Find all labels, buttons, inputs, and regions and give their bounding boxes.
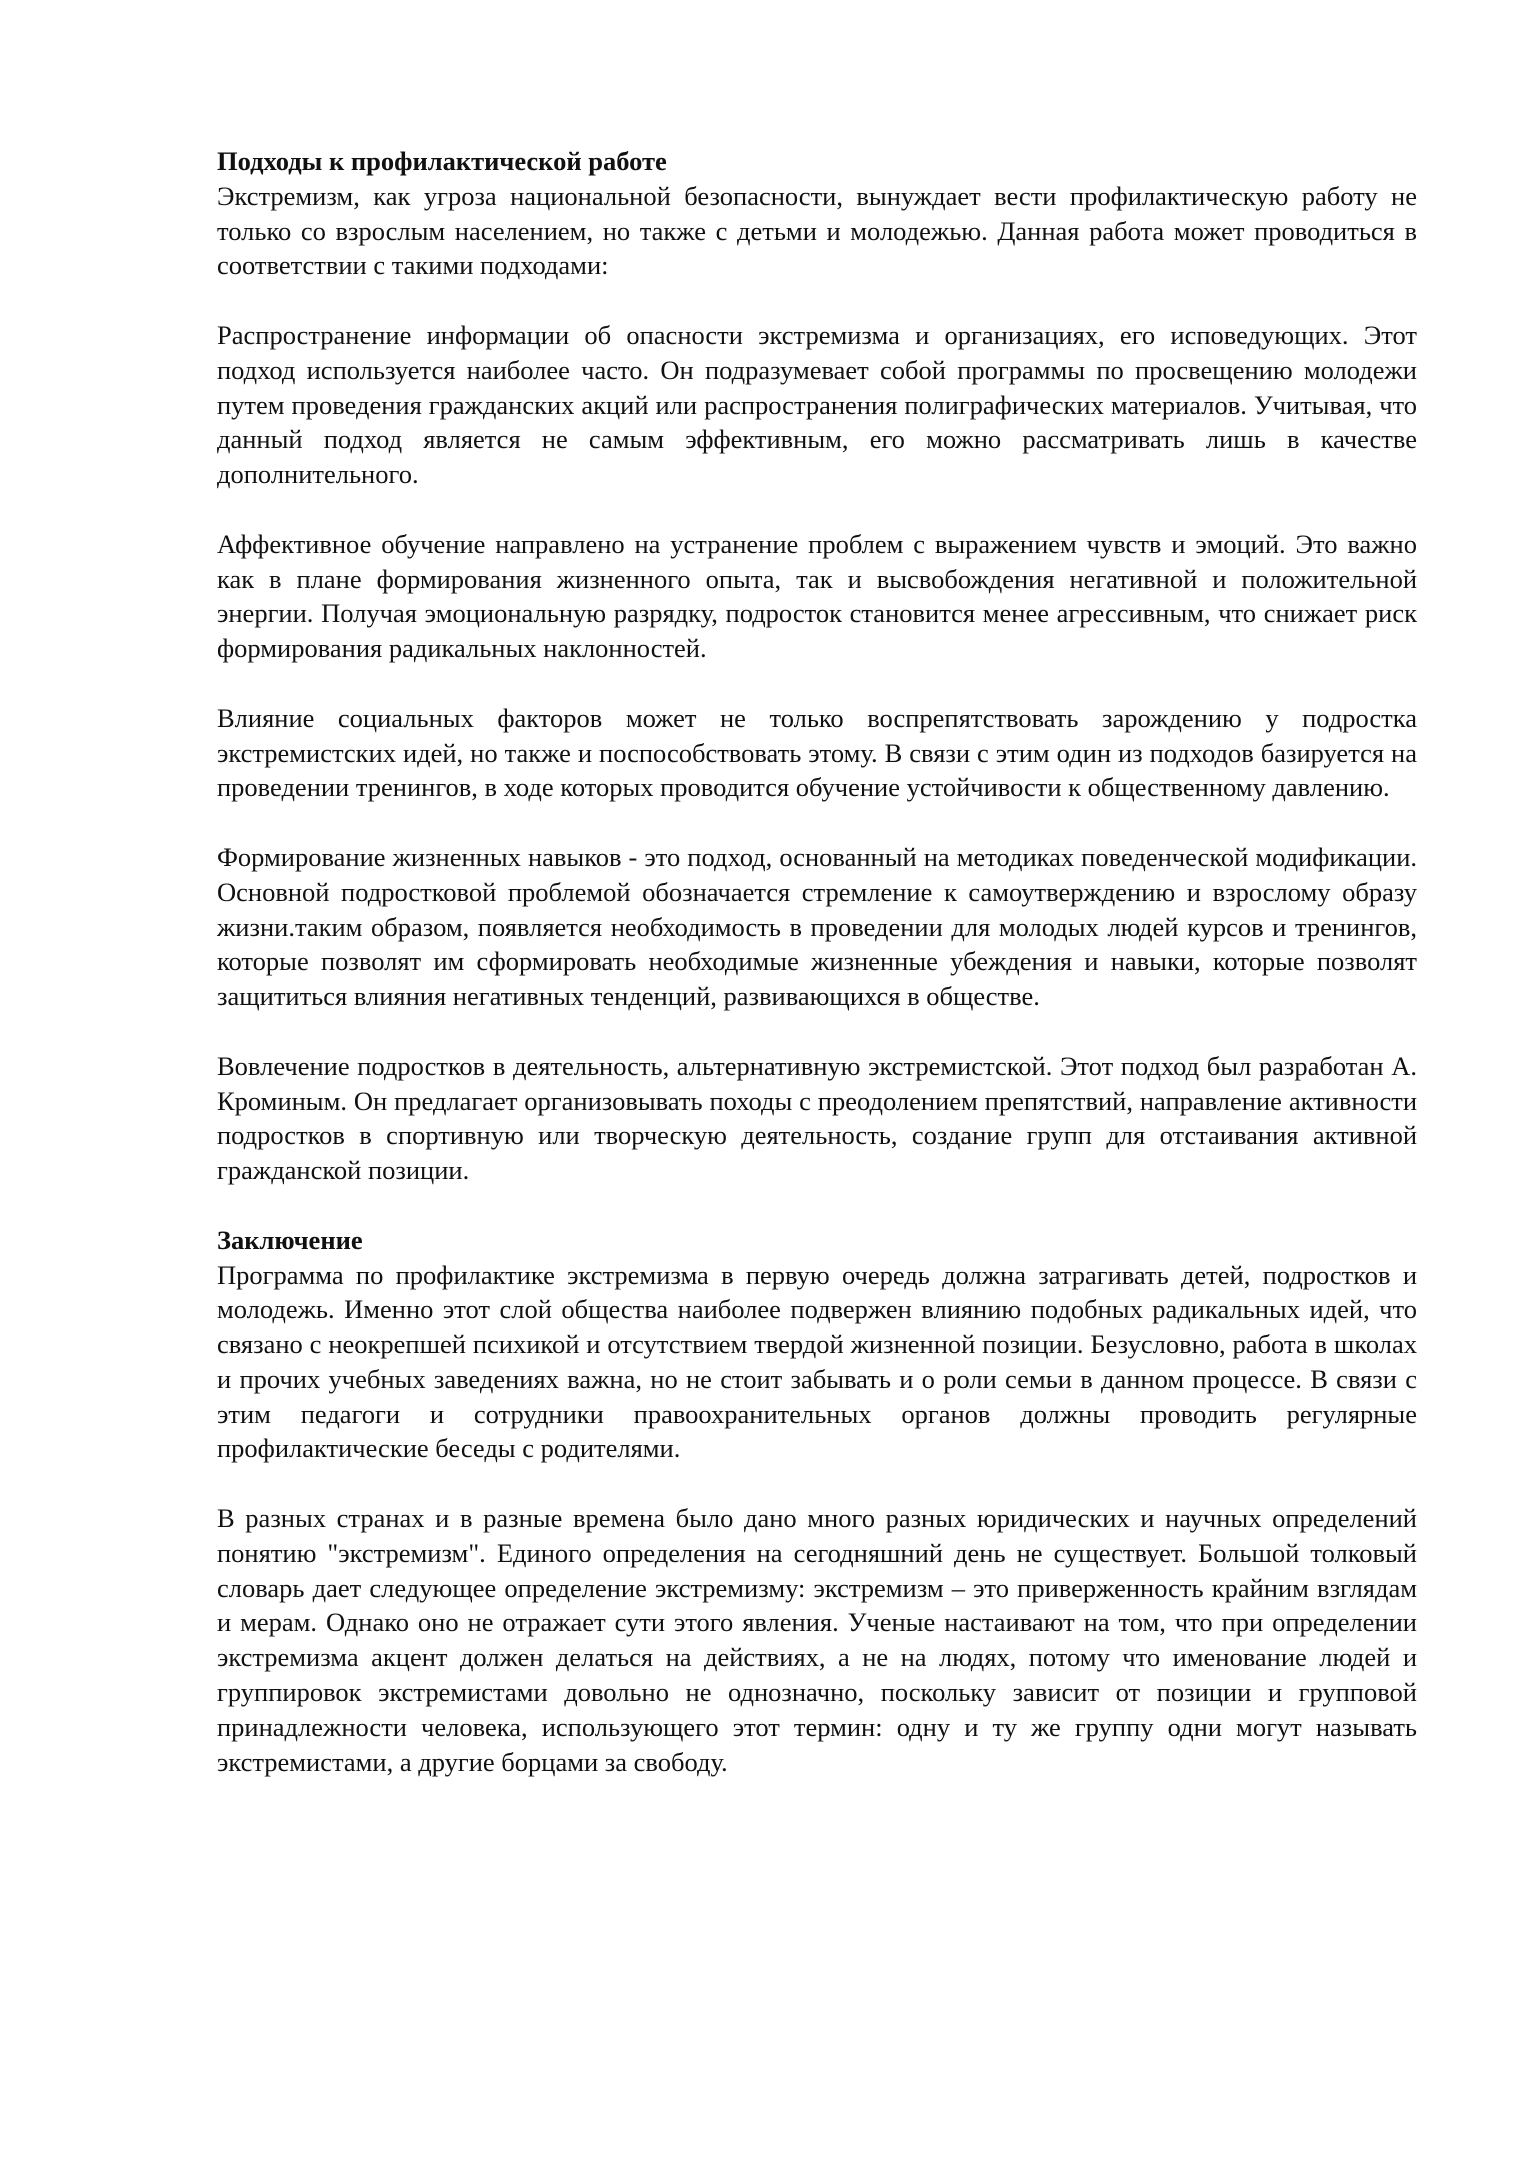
- section-heading: Подходы к профилактической работе: [217, 146, 667, 176]
- section-conclusion: [217, 1223, 1417, 1780]
- section-prevention-approaches: [217, 144, 1417, 1188]
- paragraph-affective-learning: Аффективное обучение направлено на устранение проблем с выражением чувств и эмоций. Это важно как в плане формирования жизненного опыта, так и высвобождения негативной и положительной энергии. Получая эмоциональную разрядку, подросток становится менее агрессивным, что снижает риск формирования радикальных наклонностей.: [217, 528, 1417, 664]
- paragraph-alternative-activity: Вовлечение подростков в деятельность, альтернативную экстремистской. Этот подход был разработан А. Кроминым. Он предлагает организовывать походы с преодолением препятствий, направление активности подростков в спортивную или творческую деятельность, создание групп для отстаивания активной гражданской позиции.: [217, 1050, 1417, 1186]
- paragraph-social-factors: Влияние социальных факторов может не только воспрепятствовать зарождению у подростка экстремистских идей, но также и поспособствовать этому. В связи с этим один из подходов базируется на проведении тренингов, в ходе которых проводится обучение устойчивости к общественному давлению.: [217, 702, 1417, 803]
- paragraph-life-skills: Формирование жизненных навыков - это подход, основанный на методиках поведенческой модификации. Основной подростковой проблемой обозначается стремление к самоутверждению и взрослому образу жизни.таким образом, появляется необходимость в проведении для молодых людей курсов и тренингов, которые позволят им сформировать необходимые жизненные убеждения и навыки, которые позволят защититься влияния негативных тенденций, развивающихся в обществе.: [217, 841, 1417, 1012]
- paragraph-conclusion-definition: В разных странах и в разные времена было дано много разных юридических и научных определений понятию "экстремизм". Единого определения на сегодняшний день не существует. Большой толковый словарь дает следующее определение экстремизму: экстремизм – это приверженность крайним взглядам и мерам. Однако оно не отражает сути этого явления. Ученые настаивают на том, что при определении экстремизма акцент должен делаться на действиях, а не на людях, потому что именование людей и группировок экстремистами довольно не однозначно, поскольку зависит от позиции и групповой принадлежности человека, использующего этот термин: одну и ту же группу одни могут называть экстремистами, а другие борцами за свободу.: [217, 1503, 1417, 1777]
- paragraph-intro: Экстремизм, как угроза национальной безопасности, вынуждает вести профилактическую работу не только со взрослым населением, но также с детьми и молодежью. Данная работа может проводиться в соответствии с такими подходами:: [217, 180, 1417, 281]
- document-page: [217, 144, 1417, 1814]
- paragraph-information-spread: Распространение информации об опасности экстремизма и организациях, его исповедующих. Этот подход используется наиболее часто. Он подразумевает собой программы по просвещению молодежи путем проведения гражданских акций или распространения полиграфических материалов. Учитывая, что данный подход является не самым эффективным, его можно рассматривать лишь в качестве дополнительного.: [217, 319, 1417, 490]
- section-heading: Заключение: [217, 1224, 363, 1255]
- paragraph-conclusion-program: Программа по профилактике экстремизма в первую очередь должна затрагивать детей, подростков и молодежь. Именно этот слой общества наиболее подвержен влиянию подобных радикальных идей, что связано с неокрепшей психикой и отсутствием твердой жизненной позиции. Безусловно, работа в школах и прочих учебных заведениях важна, но не стоит забывать и о роли семьи в данном процессе. В связи с этим педагоги и сотрудники правоохранительных органов должны проводить регулярные профилактические беседы с родителями.: [217, 1259, 1417, 1464]
